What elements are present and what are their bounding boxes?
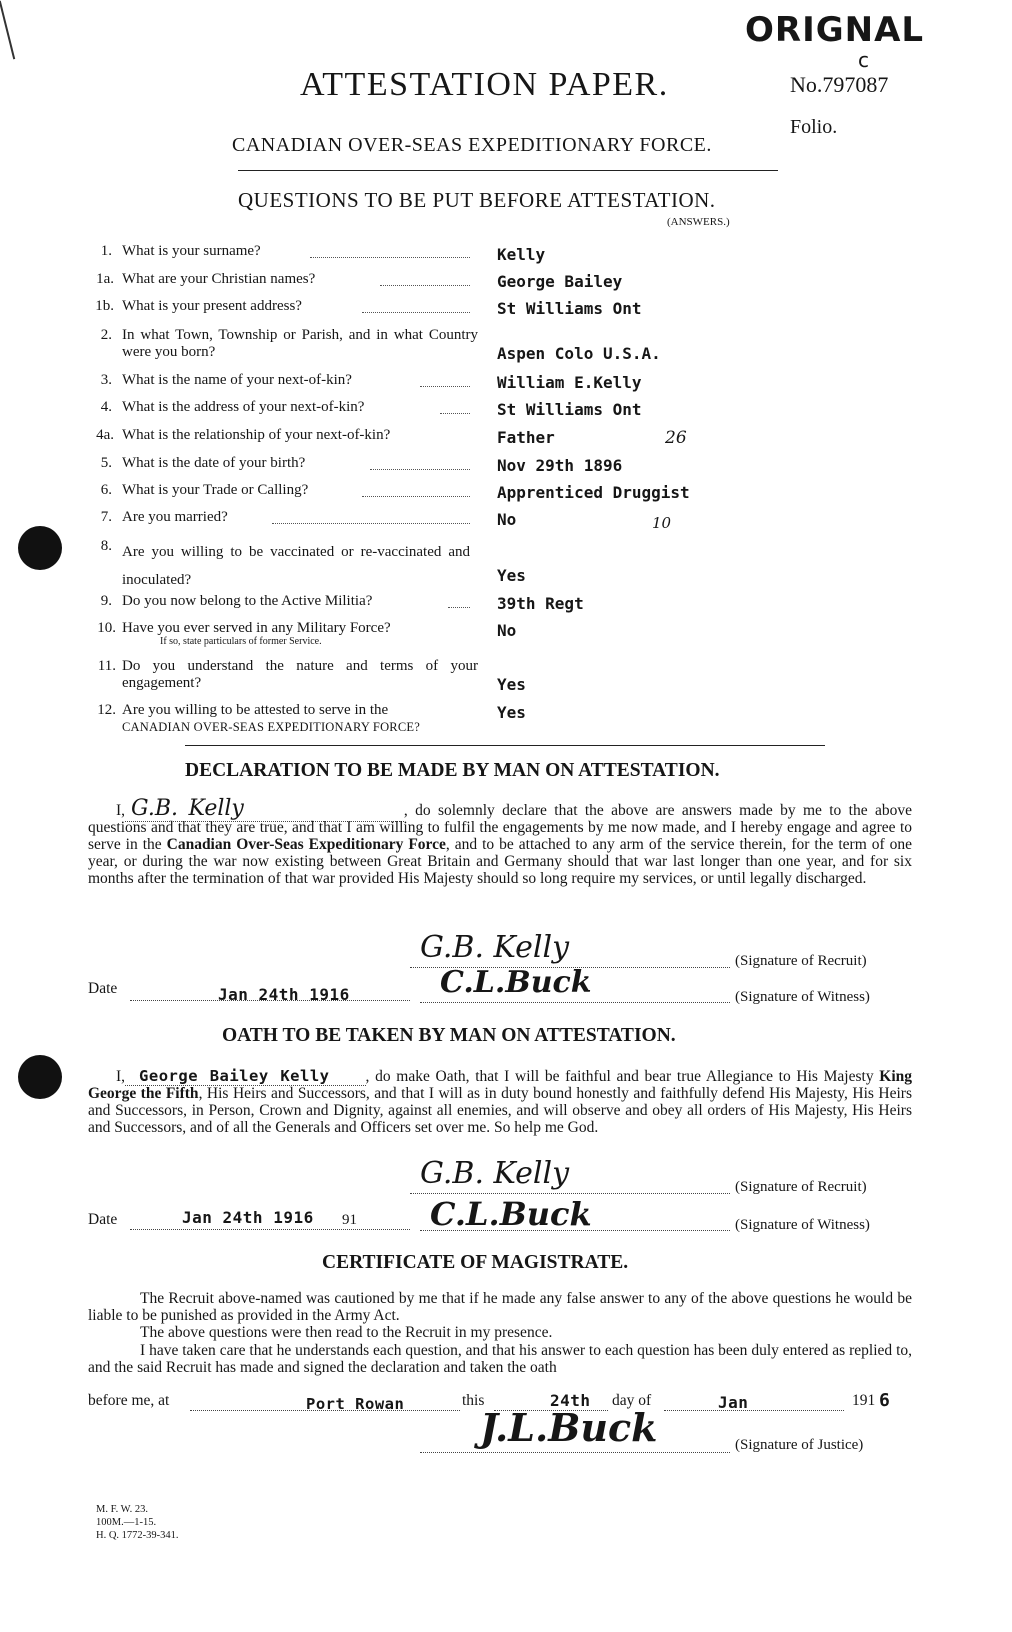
question-number: 5. bbox=[100, 455, 112, 471]
day-value: 24th bbox=[550, 1391, 591, 1410]
answer-value: Apprenticed Druggist bbox=[497, 483, 690, 502]
regimental-number: No.797087 bbox=[790, 72, 889, 97]
answer-value: Aspen Colo U.S.A. bbox=[497, 344, 661, 363]
before-me-label: before me, at bbox=[88, 1392, 170, 1409]
header-rule bbox=[238, 170, 778, 171]
question-number: 10. bbox=[97, 620, 116, 636]
declaration-recruit-signature: G.B. Kelly bbox=[420, 930, 570, 965]
question-text: What is your Trade or Calling? bbox=[122, 482, 309, 498]
form-code-1: M. F. W. 23. bbox=[96, 1504, 148, 1515]
answer-value: Yes bbox=[497, 703, 526, 722]
declaration-date-value: Jan 24th 1916 bbox=[218, 985, 350, 1004]
stamp-c: c bbox=[858, 48, 869, 72]
oath-name: George Bailey Kelly bbox=[125, 1067, 365, 1086]
original-stamp: ORIGNAL bbox=[745, 10, 925, 50]
date-line bbox=[130, 1229, 410, 1230]
answer-value: Father bbox=[497, 428, 555, 447]
answer-value: St Williams Ont bbox=[497, 299, 642, 318]
question-number: 1b. bbox=[95, 298, 114, 314]
question-text-line2: CANADIAN OVER-SEAS EXPEDITIONARY FORCE? bbox=[122, 720, 420, 734]
oath-paragraph bbox=[88, 1068, 912, 1136]
declaration-date-label: Date bbox=[88, 980, 118, 997]
answer-value: Yes bbox=[497, 566, 526, 585]
question-number: 8. bbox=[100, 538, 112, 554]
declaration-i: I, bbox=[116, 802, 126, 819]
answer-value: Kelly bbox=[497, 245, 546, 264]
year-digit: 6 bbox=[879, 1390, 891, 1411]
question-number: 1. bbox=[100, 243, 112, 259]
certificate-heading: CERTIFICATE OF MAGISTRATE. bbox=[322, 1252, 629, 1273]
punch-hole-bottom bbox=[18, 1055, 62, 1099]
question-text: What is your surname? bbox=[122, 243, 261, 259]
question-text: Are you willing to be vaccinated or re-vaccinated and inoculated? bbox=[122, 544, 470, 588]
question-number: 11. bbox=[97, 658, 116, 674]
leader-dots bbox=[362, 496, 470, 497]
question-text: In what Town, Township or Parish, and in what Country were you born? bbox=[122, 327, 478, 360]
oath-i: I, bbox=[116, 1068, 126, 1085]
answer-value: Yes bbox=[497, 675, 526, 694]
declaration-witness-label: (Signature of Witness) bbox=[735, 989, 870, 1005]
question-text: Are you married? bbox=[122, 509, 228, 525]
oath-date-value: Jan 24th 1916 bbox=[182, 1208, 314, 1227]
form-code-3: H. Q. 1772-39-341. bbox=[96, 1530, 179, 1541]
question-text: What is the relationship of your next-of-kin? bbox=[122, 427, 391, 443]
oath-text-c: , His Heirs and Successors, and that I will as in duty bound honestly and faithfully defend His Majesty, His Heirs and Successors, in Person, Crown and Dignity, against all enemies, and will observe and obey all orders of His Majesty, His Heirs and Successors, and of all the Generals and Officers set over me. So help me God. bbox=[88, 1085, 912, 1136]
leader-dots bbox=[448, 607, 470, 608]
justice-label: (Signature of Justice) bbox=[735, 1437, 864, 1453]
leader-dots bbox=[310, 257, 470, 258]
leader-dots bbox=[272, 523, 470, 524]
declaration-signature: G.B. Kelly bbox=[125, 796, 404, 822]
margin-note-father: 26 bbox=[665, 428, 687, 448]
question-text: Do you understand the nature and terms of your engagement? bbox=[122, 658, 478, 691]
answer-value: No bbox=[497, 510, 517, 529]
answer-value: Nov 29th 1896 bbox=[497, 456, 623, 475]
question-number: 12. bbox=[97, 702, 116, 718]
question-number: 3. bbox=[100, 372, 112, 388]
question-text: What is the address of your next-of-kin? bbox=[122, 399, 365, 415]
question-text: Are you willing to be attested to serve in the bbox=[122, 702, 389, 718]
leader-dots bbox=[440, 413, 470, 414]
folio-label: Folio. bbox=[790, 116, 838, 138]
oath-text-a: , do make Oath, that I will be faithful and bear true Allegiance to His Majesty bbox=[365, 1068, 880, 1085]
oath-witness-signature: C.L.Buck bbox=[430, 1195, 592, 1233]
certificate-paragraph-3: I have taken care that he understands each question, and that his answer to each question has been duly entered as replied to, and the said Recruit has made and signed the declaration and taken the oath bbox=[88, 1342, 912, 1376]
oath-text-b: King George the Fifth bbox=[88, 1068, 912, 1102]
page-subtitle: CANADIAN OVER-SEAS EXPEDITIONARY FORCE. bbox=[232, 134, 712, 156]
answer-value: St Williams Ont bbox=[497, 400, 642, 419]
oath-date-label: Date bbox=[88, 1211, 118, 1228]
question-number: 7. bbox=[100, 509, 112, 525]
question-number: 1a. bbox=[96, 271, 114, 287]
question-text: What is the name of your next-of-kin? bbox=[122, 372, 352, 388]
punch-hole-top bbox=[18, 526, 62, 570]
questions-end-rule bbox=[185, 745, 825, 746]
month-line bbox=[664, 1410, 844, 1411]
declaration-heading: DECLARATION TO BE MADE BY MAN ON ATTESTATION. bbox=[185, 760, 720, 781]
binding-mark bbox=[0, 1, 15, 60]
oath-recruit-label: (Signature of Recruit) bbox=[735, 1179, 867, 1195]
signature-line bbox=[420, 1230, 730, 1231]
day-of-label: day of bbox=[612, 1392, 652, 1409]
declaration-paragraph bbox=[88, 796, 912, 887]
certificate-paragraph-2: The above questions were then read to the Recruit in my presence. bbox=[140, 1324, 553, 1341]
year-prefix: 191 bbox=[852, 1392, 876, 1409]
declaration-text-c: , and to be attached to any arm of the service therein, for the term of one year, or during the war now existing between Great Britain and Germany should that war last longer than one year, and for six months after the termination of that war provided His Majesty should so long require my services, or until legally discharged. bbox=[88, 836, 912, 887]
signature-line bbox=[420, 1452, 730, 1453]
question-text: What is the date of your birth? bbox=[122, 455, 306, 471]
oath-recruit-signature: G.B. Kelly bbox=[420, 1156, 570, 1191]
justice-signature: J.L.Buck bbox=[480, 1405, 658, 1450]
leader-dots bbox=[380, 285, 470, 286]
oath-witness-label: (Signature of Witness) bbox=[735, 1217, 870, 1233]
answer-value: George Bailey bbox=[497, 272, 623, 291]
form-code-2: 100M.—1-15. bbox=[96, 1517, 157, 1528]
question-text: What are your Christian names? bbox=[122, 271, 316, 287]
question-number: 4. bbox=[100, 399, 112, 415]
questions-heading: QUESTIONS TO BE PUT BEFORE ATTESTATION. bbox=[238, 188, 716, 212]
leader-dots bbox=[362, 312, 470, 313]
month-value: Jan bbox=[718, 1393, 749, 1412]
declaration-text-a: , do solemnly declare that the above are answers made by me to the above questions and that they are true, and that I am willing to fulfil the engagements by me now made, and I hereby engage and agree to serve in the bbox=[88, 802, 912, 853]
question-text: Have you ever served in any Military Force? bbox=[122, 620, 391, 636]
page-title: ATTESTATION PAPER. bbox=[300, 66, 669, 103]
question-number: 4a. bbox=[96, 427, 114, 443]
leader-dots bbox=[370, 469, 470, 470]
question-text: Do you now belong to the Active Militia? bbox=[122, 593, 373, 609]
question-number: 6. bbox=[100, 482, 112, 498]
question-number: 9. bbox=[100, 593, 112, 609]
answers-label: (ANSWERS.) bbox=[667, 216, 730, 228]
oath-date-suffix: 91 bbox=[342, 1212, 357, 1228]
declaration-witness-signature: C.L.Buck bbox=[440, 965, 592, 1000]
question-note: If so, state particulars of former Service. bbox=[160, 636, 322, 647]
declaration-text-b: Canadian Over-Seas Expeditionary Force bbox=[166, 836, 446, 853]
signature-line bbox=[410, 1193, 730, 1194]
leader-dots bbox=[420, 386, 470, 387]
answer-value: No bbox=[497, 621, 517, 640]
margin-note-married: 10 bbox=[652, 514, 672, 532]
declaration-recruit-label: (Signature of Recruit) bbox=[735, 953, 867, 969]
question-text: What is your present address? bbox=[122, 298, 302, 314]
answer-value: 39th Regt bbox=[497, 594, 584, 613]
signature-line bbox=[420, 1002, 730, 1003]
place-value: Port Rowan bbox=[306, 1395, 405, 1413]
certificate-paragraph-1: The Recruit above-named was cautioned by me that if he made any false answer to any of the above questions he would be liable to be punished as provided in the Army Act. bbox=[88, 1290, 912, 1324]
oath-heading: OATH TO BE TAKEN BY MAN ON ATTESTATION. bbox=[222, 1025, 676, 1046]
answer-value: William E.Kelly bbox=[497, 373, 642, 392]
question-number: 2. bbox=[100, 327, 112, 343]
this-label: this bbox=[462, 1392, 485, 1409]
